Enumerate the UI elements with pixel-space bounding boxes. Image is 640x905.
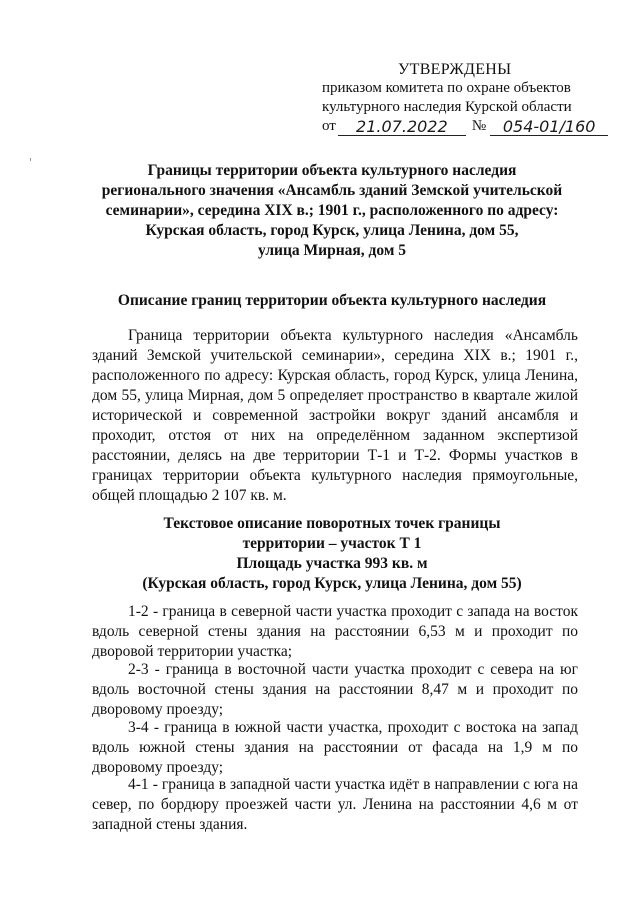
from-label: от [322,118,336,134]
number-label: № [471,118,487,134]
list-item: 4-1 - граница в западной части участка идёт в направлении с юга на север, по бордюру проезжей части ул. Ленина на расстоянии 4,6 м от западной стены здания. [92,776,578,833]
document-title-line-2: регионального значения «Ансамбль зданий Земской учительской [101,182,563,199]
description-heading: Описание границ территории объекта культурного наследия [117,292,547,309]
document-title-line-1: Границы территории объекта культурного наследия [147,162,517,179]
document-title-line-3: семинарии», середина XIX в.; 1901 г., расположенного по адресу: [105,202,559,219]
document-title-line-5: улица Мирная, дом 5 [257,242,407,259]
list-item: 3-4 - граница в южной части участка, проходит с востока на запад вдоль южной стены здания на расстоянии от фасада на 1,9 м по дворовому проезду; [92,719,578,776]
section-heading-line-2: территории – участок Т 1 [242,535,422,552]
section-heading [90,514,574,594]
document-title [90,161,574,261]
section-heading-line-1: Текстовое описание поворотных точек границы [163,515,501,532]
list-item: 2-3 - граница в восточной части участка проходит с севера на юг вдоль восточной стены здания на расстоянии 8,47 м и проходит по дворовому проезду; [92,661,578,718]
list-item: 1-2 - граница в северной части участка проходит с запада на восток вдоль северной стены здания на расстоянии 6,53 м и проходит по дворовой территории участка; [92,603,578,660]
margin-mark [30,158,31,161]
handwritten-order-number: 054-01/160 [490,118,608,136]
description-paragraph: Граница территории объекта культурного наследия «Ансамбль зданий Земской учительской семинарии», середина XIX в.; 1901 г., расположенного по адресу: Курская область, город Курск, улица Ленина, дом 55, улица Мирная, дом 5 определяет пространство в квартале жилой исторической и современной застройки вокруг зданий ансамбля и проходит, отстоя от них на определённом заданном экспертизой расстоянии, делясь на две территории Т-1 и Т-2. Формы участков в границах территории объекта культурного наследия прямоугольные, общей площадью 2 107 кв. м. [92,327,578,504]
approval-order-row [322,117,612,136]
section-heading-line-4: (Курская область, город Курск, улица Ленина, дом 55) [142,575,522,592]
handwritten-date: 21.07.2022 [338,118,466,136]
section-heading-line-3: Площадь участка 993 кв. м [236,555,428,572]
approval-order-line-2: культурного наследия Курской области [322,99,572,115]
document-title-line-4: Курская область, город Курск, улица Ленина, дом 55, [145,222,519,239]
approval-title: УТВЕРЖДЕНЫ [398,61,512,78]
approval-block [322,60,612,136]
approval-order-line-1: приказом комитета по охране объектов [322,80,571,96]
